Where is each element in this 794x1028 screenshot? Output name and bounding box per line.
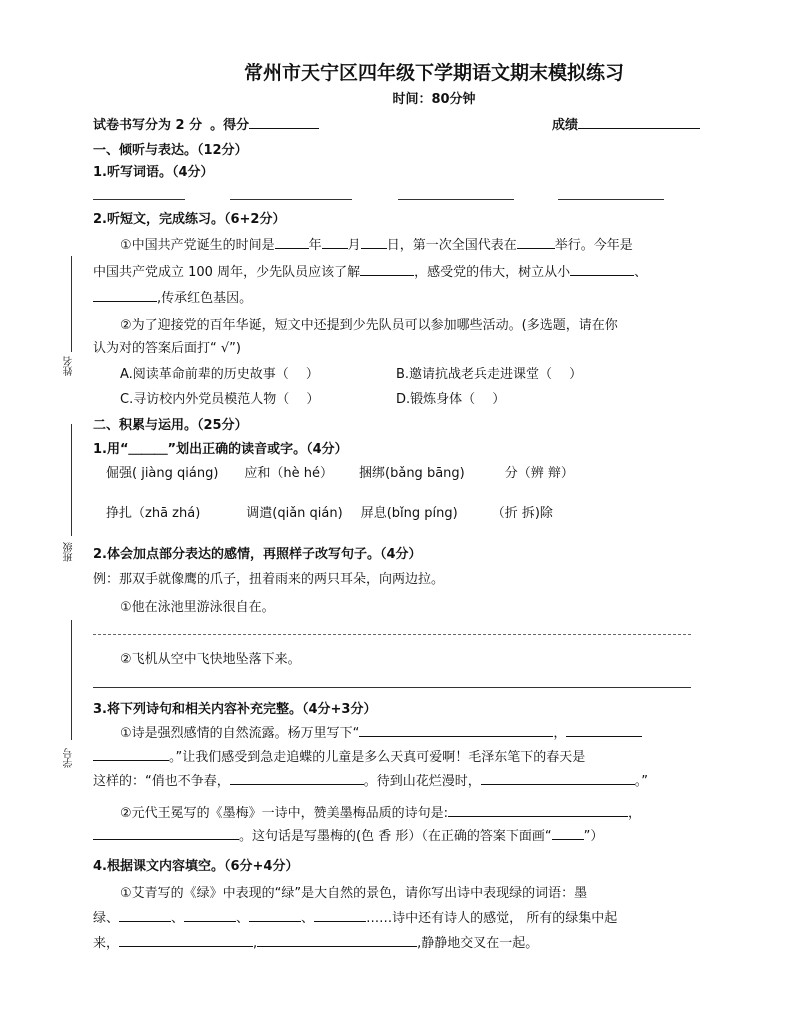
grade-blank[interactable]	[578, 114, 700, 129]
q2-1-heading: 1.用“＿＿＿”划出正确的读音或字。（4分）	[93, 442, 348, 457]
green-blank-1[interactable]	[119, 907, 171, 922]
poem-blank-3[interactable]	[93, 746, 169, 761]
side-class-label: 班级	[64, 542, 75, 562]
option-c[interactable]: C.寻访校内外党员模范人物（ ）	[120, 392, 320, 407]
blank-inherit[interactable]	[93, 287, 157, 302]
green-blank-3[interactable]	[249, 907, 301, 922]
q2-4-line-1: ①艾青写的《绿》中表现的“绿”是大自然的景色，请你写出诗中表现绿的词语：墨	[120, 886, 588, 901]
side-name-label: 姓名	[64, 356, 75, 376]
section-1-heading: 一、倾听与表达。（12分）	[93, 143, 248, 158]
q1-2-heading: 2.听短文，完成练习。（6+2分）	[93, 212, 286, 227]
q1-2-line-1: ①中国共产党诞生的时间是 年 月 日，第一次全国代表在 举行。今年是	[120, 234, 633, 253]
q2-4-line-2: 绿、 、 、 、 ……诗中还有诗人的感觉， 所有的绿集中起	[93, 907, 617, 926]
mark-sample	[552, 825, 584, 840]
poem-blank-6[interactable]	[448, 802, 628, 817]
q1-2-2-line-1: ②为了迎接党的百年华诞，短文中还提到少先队员可以参加哪些活动。(多选题，请在你	[120, 318, 618, 333]
q2-2-item-2: ②飞机从空中飞快地坠落下来。	[120, 652, 301, 667]
q2-3-line-1: ①诗是强烈感情的自然流露。杨万里写下“ ，	[120, 722, 642, 741]
option-a[interactable]: A.阅读革命前辈的历史故事（ ）	[120, 367, 319, 382]
green-blank-2[interactable]	[184, 907, 236, 922]
blank-ideal[interactable]	[570, 261, 634, 276]
dictation-blank-4[interactable]	[558, 199, 664, 200]
q1-2-2-line-2: 认为对的答案后面打“ √”)	[93, 341, 241, 356]
q2-3-line-3: 这样的：“俏也不争春， 。待到山花烂漫时， 。”	[93, 770, 648, 789]
q1-2-line-2: 中国共产党成立 100 周年，少先队员应该了解 ，感受党的伟大，树立从小 、	[93, 261, 647, 280]
grade-line	[552, 114, 700, 133]
pinyin-row-1	[106, 462, 600, 481]
blank-learn[interactable]	[360, 261, 414, 276]
grade-label: 成绩	[552, 118, 579, 133]
q2-2-item-1: ①他在泳池里游泳很自在。	[120, 600, 275, 615]
poem-blank-5[interactable]	[481, 770, 635, 785]
pinyin-item[interactable]: 倔强( jiàng qiáng)	[106, 466, 219, 481]
score-label: 。得分	[210, 118, 250, 133]
poem-blank-2[interactable]	[566, 722, 642, 737]
answer-line-2[interactable]	[93, 687, 691, 688]
blank-year[interactable]	[275, 234, 309, 249]
blank-place[interactable]	[517, 234, 555, 249]
pinyin-item[interactable]: 挣扎（zhā zhá)	[106, 506, 201, 521]
binding-line	[71, 620, 72, 740]
poem-blank-7[interactable]	[93, 825, 239, 840]
dictation-blank-2[interactable]	[230, 199, 352, 200]
pinyin-item[interactable]: 分（辨 辩）	[504, 466, 574, 481]
dictation-blank-3[interactable]	[398, 199, 514, 200]
page-title: 常州市天宁区四年级下学期语文期末模拟练习	[243, 62, 624, 84]
side-number-label: 学号	[64, 748, 75, 768]
poem-blank-4[interactable]	[230, 770, 364, 785]
pinyin-item[interactable]: 应和（hè hé）	[244, 466, 334, 481]
poem-blank-1[interactable]	[359, 722, 553, 737]
section-2-heading: 二、积累与运用。（25分）	[93, 418, 248, 433]
binding-line	[71, 256, 72, 352]
q2-4-heading: 4.根据课文内容填空。（6分+4分）	[93, 859, 299, 874]
option-d[interactable]: D.锻炼身体（ ）	[396, 392, 506, 407]
handwriting-score: 试卷书写分为 2 分	[93, 118, 203, 133]
green-blank-6[interactable]	[257, 932, 417, 947]
q2-3-line-2: 。”让我们感受到急走追蝶的儿童是多么天真可爱啊！毛泽东笔下的春天是	[93, 746, 585, 765]
q2-3-line-5: 。这句话是写墨梅的(色 香 形）（在正确的答案下面画“ ”）	[93, 825, 603, 844]
score-blank[interactable]	[249, 114, 319, 129]
green-blank-4[interactable]	[314, 907, 366, 922]
q2-3-line-4: ②元代王冕写的《墨梅》一诗中，赞美墨梅品质的诗句是: ，	[120, 802, 641, 821]
q2-2-example: 例：那双手就像鹰的爪子，扭着雨来的两只耳朵，向两边拉。	[93, 572, 445, 587]
q2-4-line-3: 来， , ,静静地交叉在一起。	[93, 932, 538, 951]
q1-2-line-3: ,传承红色基因。	[93, 287, 252, 306]
pinyin-item[interactable]: 调遣(qiǎn qián)	[246, 506, 343, 521]
dictation-blank-1[interactable]	[93, 199, 185, 200]
q2-3-heading: 3.将下列诗句和相关内容补充完整。（4分+3分）	[93, 702, 377, 717]
option-b[interactable]: B.邀请抗战老兵走进课堂（ ）	[396, 367, 583, 382]
score-line	[93, 114, 319, 133]
pinyin-row-2	[106, 502, 579, 521]
binding-line	[71, 424, 72, 536]
answer-line-1[interactable]	[93, 634, 691, 635]
blank-month[interactable]	[322, 234, 348, 249]
q2-2-heading: 2.体会加点部分表达的感情，再照样子改写句子。（4分）	[93, 547, 422, 562]
pinyin-item[interactable]: （折 拆)除	[491, 506, 553, 521]
blank-day[interactable]	[361, 234, 387, 249]
pinyin-item[interactable]: 屏息(bǐng píng)	[360, 506, 458, 521]
pinyin-item[interactable]: 捆绑(bǎng bāng)	[359, 466, 465, 481]
q1-1-heading: 1.听写词语。（4分）	[93, 165, 214, 180]
exam-time: 时间：80分钟	[392, 92, 476, 107]
green-blank-5[interactable]	[119, 932, 253, 947]
